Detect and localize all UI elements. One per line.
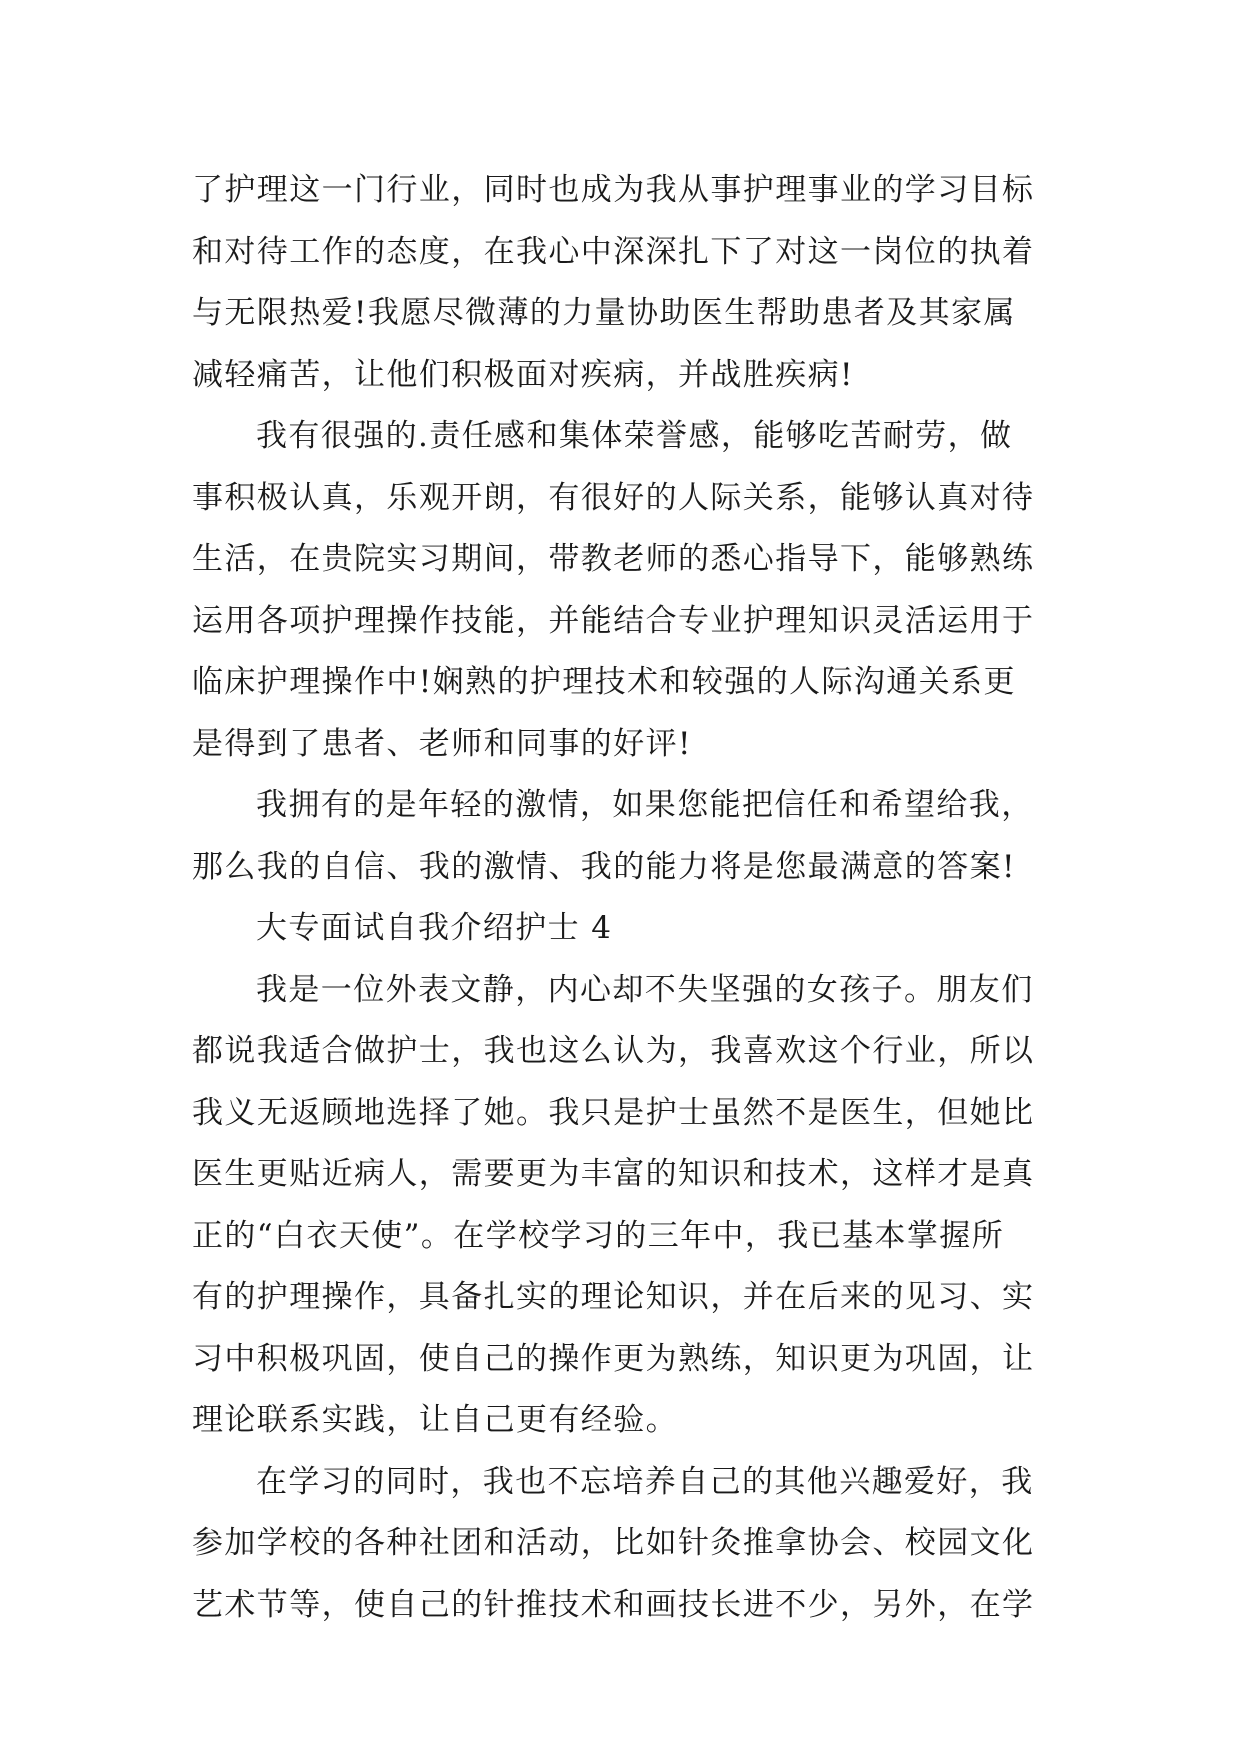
paragraph-first-line: 在学习的同时，我也不忘培养自己的其他兴趣爱好，我 (256, 1463, 1034, 1500)
paragraph-first-line: 我是一位外表文静，内心却不失坚强的女孩子。朋友们 (256, 971, 1034, 1008)
text-line: 事积极认真，乐观开朗，有很好的人际关系，能够认真对待 (192, 479, 1035, 516)
text-line: 临床护理操作中!娴熟的护理技术和较强的人际沟通关系更 (192, 664, 1016, 700)
text-line: 理论联系实践，让自己更有经验。 (192, 1402, 678, 1438)
text-line: 了护理这一门行业，同时也成为我从事护理事业的学习目标 (192, 172, 1035, 208)
text-line: 运用各项护理操作技能，并能结合专业护理知识灵活运用于 (192, 602, 1035, 639)
text-line: 和对待工作的态度，在我心中深深扎下了对这一岗位的执着 (192, 233, 1035, 270)
text-line: 正的“白衣天使”。在学校学习的三年中，我已基本掌握所 (192, 1217, 1005, 1254)
text-line: 医生更贴近病人，需要更为丰富的知识和技术，这样才是真 (192, 1156, 1035, 1192)
text-line: 我义无返顾地选择了她。我只是护士虽然不是医生，但她比 (192, 1094, 1035, 1131)
text-line: 参加学校的各种社团和活动，比如针灸推拿协会、校园文化 (192, 1525, 1035, 1561)
text-line: 都说我适合做护士，我也这么认为，我喜欢这个行业，所以 (192, 1033, 1035, 1069)
text-line: 习中积极巩固，使自己的操作更为熟练，知识更为巩固，让 (192, 1340, 1035, 1377)
paragraph-first-line: 我有很强的.责任感和集体荣誉感，能够吃苦耐劳，做 (256, 418, 1013, 454)
text-line: 减轻痛苦，让他们积极面对疾病，并战胜疾病! (192, 356, 854, 393)
paragraph-first-line: 我拥有的是年轻的激情，如果您能把信任和希望给我， (256, 787, 1034, 823)
text-line: 生活，在贵院实习期间，带教老师的悉心指导下，能够熟练 (192, 541, 1035, 577)
text-line: 有的护理操作，具备扎实的理论知识，并在后来的见习、实 (192, 1279, 1035, 1315)
text-line: 与无限热爱!我愿尽微薄的力量协助医生帮助患者及其家属 (192, 295, 1016, 331)
text-line: 是得到了患者、老师和同事的好评! (192, 725, 692, 762)
text-line: 艺术节等，使自己的针推技术和画技长进不少，另外，在学 (192, 1586, 1035, 1623)
text-line: 那么我的自信、我的激情、我的能力将是您最满意的答案! (192, 848, 1016, 885)
body-text (192, 160, 1052, 1636)
section-heading: 大专面试自我介绍护士 4 (256, 910, 613, 946)
